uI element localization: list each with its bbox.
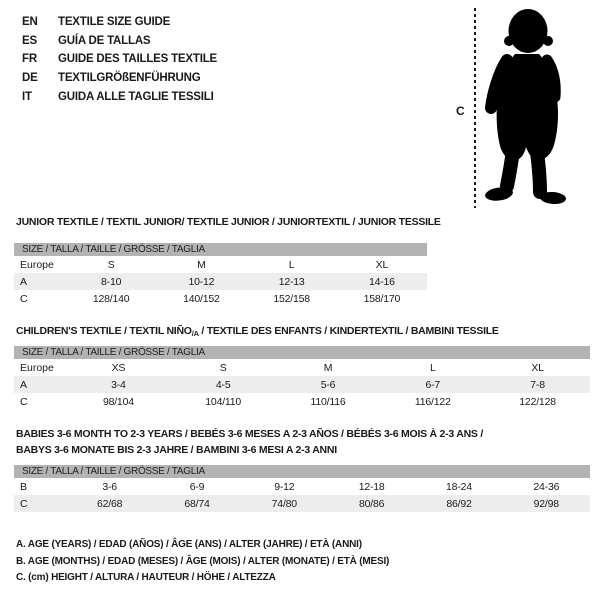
cell: 80/86: [359, 497, 385, 510]
title-subscript: /A: [191, 329, 199, 338]
cell: 3-4: [111, 378, 126, 391]
height-marker-label: C: [456, 104, 465, 118]
table-row: [14, 376, 590, 393]
cell: 110/116: [310, 395, 346, 408]
lang-row-de: [22, 69, 217, 88]
lang-title: GUIDE DES TAILLES TEXTILE: [58, 53, 217, 66]
cell: 18-24: [446, 480, 472, 493]
cell: 98/104: [102, 395, 134, 408]
footnote-c: C. (cm) HEIGHT / ALTURA / HAUTEUR / HÖHE / ALTEZZA: [16, 572, 276, 583]
lang-row-it: [22, 87, 217, 106]
cell: 74/80: [271, 497, 297, 510]
cell: S: [107, 258, 115, 271]
cell: 7-8: [530, 378, 545, 391]
lang-title: GUÍA DE TALLAS: [58, 34, 151, 47]
cell: XL: [531, 361, 544, 374]
cell: 12-18: [358, 480, 385, 493]
row-label: Europe: [20, 258, 54, 271]
table-row: [14, 273, 427, 290]
cell: 158/170: [363, 292, 401, 305]
junior-size-header-bar: SIZE / TALLA / TAILLE / GRÖSSE / TAGLIA: [14, 243, 427, 256]
junior-table-title: JUNIOR TEXTILE / TEXTIL JUNIOR/ TEXTILE JUNIOR / JUNIORTEXTIL / JUNIOR TESSILE: [16, 216, 441, 228]
babies-size-table: [14, 465, 590, 512]
cell: 62/68: [97, 497, 123, 510]
children-size-table: [14, 346, 590, 410]
row-label: A: [20, 378, 28, 391]
cell: 24-36: [533, 480, 560, 493]
lang-code: FR: [22, 53, 37, 66]
lang-code: EN: [22, 16, 38, 29]
babies-size-header-bar: SIZE / TALLA / TAILLE / GRÖSSE / TAGLIA: [14, 465, 590, 478]
cell: L: [429, 361, 436, 374]
cell: 68/74: [184, 497, 210, 510]
cell: 6-7: [425, 378, 441, 391]
table-row: [14, 290, 427, 307]
cell: 12-13: [278, 275, 305, 288]
cell: 8-10: [101, 275, 122, 288]
row-label: A: [20, 275, 28, 288]
cell: 10-12: [188, 275, 215, 288]
lang-title: TEXTILGRÖßENFÜHRUNG: [58, 72, 201, 85]
cell: 9-12: [274, 480, 295, 493]
language-title-list: [22, 13, 217, 106]
cell: XL: [375, 258, 389, 271]
children-size-header-bar: SIZE / TALLA / TAILLE / GRÖSSE / TAGLIA: [14, 346, 590, 359]
cell: M: [323, 361, 333, 374]
baby-silhouette: [479, 4, 571, 210]
footnotes: [16, 537, 389, 587]
children-table-title: [16, 325, 499, 338]
row-label: C: [20, 497, 28, 510]
table-row: [14, 393, 590, 410]
lang-row-fr: [22, 50, 217, 69]
height-measure-dashed-line: [474, 8, 476, 208]
babies-title-line2: BABYS 3-6 MONATE BIS 2-3 JAHRE / BAMBINI 3-6 MESI A 2-3 ANNI: [16, 444, 337, 456]
table-row: [14, 359, 590, 376]
cell: 122/128: [519, 395, 556, 408]
row-label: C: [20, 292, 28, 305]
baby-silhouette-shape: [484, 9, 566, 205]
cell: XS: [111, 361, 126, 374]
cell: 6-9: [189, 480, 205, 493]
cell: M: [197, 258, 206, 271]
lang-title: TEXTILE SIZE GUIDE: [58, 16, 171, 29]
cell: S: [219, 361, 227, 374]
table-row: [14, 478, 590, 495]
table-row: [14, 256, 427, 273]
cell: 4-5: [215, 378, 231, 391]
lang-title: GUIDA ALLE TAGLIE TESSILI: [58, 90, 214, 103]
cell: 5-6: [320, 378, 336, 391]
title-text: / TEXTILE DES ENFANTS / KINDERTEXTIL / BAMBINI TESSILE: [198, 325, 499, 337]
cell: 104/110: [205, 395, 242, 408]
lang-code: ES: [22, 34, 37, 47]
title-text: CHILDREN'S TEXTILE / TEXTIL NIÑO: [16, 325, 192, 337]
cell: 3-6: [102, 480, 117, 493]
lang-row-es: [22, 32, 217, 51]
table-row: [14, 495, 590, 512]
lang-row-en: [22, 13, 217, 32]
cell: 116/122: [414, 395, 451, 408]
babies-title-line1: BABIES 3-6 MONTH TO 2-3 YEARS / BEBÉS 3-6 MESES A 2-3 AÑOS / BÉBÉS 3-6 MOIS À 2-3 ANS /: [16, 428, 484, 440]
cell: 128/140: [92, 292, 130, 305]
row-label: Europe: [20, 361, 54, 374]
footnote-b: B. AGE (MONTHS) / EDAD (MESES) / ÂGE (MOIS) / ALTER (MONATE) / ETÀ (MESI): [16, 555, 390, 567]
cell: 92/98: [533, 497, 559, 510]
cell: 14-16: [368, 275, 395, 288]
babies-table-title: [16, 426, 483, 458]
row-label: C: [20, 395, 28, 408]
lang-code: DE: [22, 72, 38, 85]
footnote-a: A. AGE (YEARS) / EDAD (AÑOS) / ÂGE (ANS) / ALTER (JAHRE) / ETÀ (ANNI): [16, 539, 362, 550]
cell: 152/158: [273, 292, 310, 305]
lang-code: IT: [22, 90, 32, 103]
cell: 86/92: [446, 497, 472, 510]
row-label: B: [20, 480, 28, 493]
cell: L: [288, 258, 295, 271]
cell: 140/152: [183, 292, 220, 305]
junior-size-table: [14, 243, 427, 307]
